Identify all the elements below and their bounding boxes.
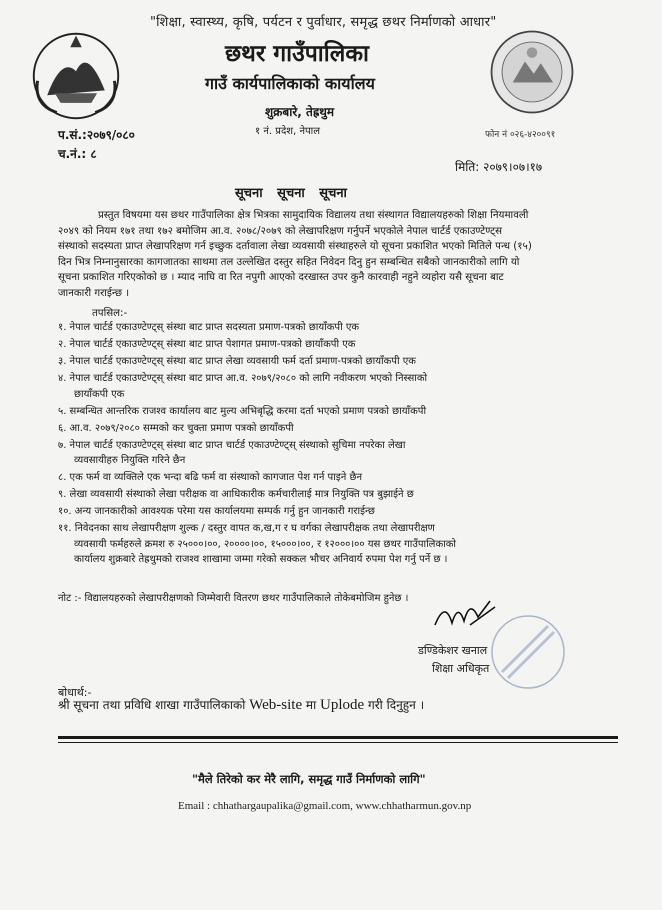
reference-number: प.सं.:२०७९/०८० [58, 128, 135, 142]
list-item [58, 421, 618, 437]
list-item-continuation: व्यवसायीहरु नियुक्ति गरिने छैन [74, 455, 186, 466]
list-item-text: ११. निवेदनका साथ लेखापरीक्षण शुल्क / दस्तुर वापत क,ख,ग र घ वर्गका लेखापरीक्षक तथा लेखापरीक्षण [58, 523, 435, 534]
list-item-text: १. नेपाल चार्टर्ड एकाउण्टेण्ट्स् संस्था बाट प्राप्त सदस्यता प्रमाण-पत्रको छायाँकपी एक [58, 322, 360, 333]
list-item-continuation: कार्यालय शुक्रबारे तेह्रथुमको राजश्व शाखामा जम्मा गरेको सक्कल भौचर अनिवार्य रुपमा पेश गर्नु पर्ने छ । [74, 554, 448, 565]
paragraph-line: २०४९ को नियम १७१ तथा १७२ बमोजिम आ.व. २०७८/२०७९ को लेखापरिक्षण गर्नुपर्ने भएकोले नेपाल चार्टर्ड एकाउण्टेण्ट्स [58, 225, 503, 237]
list-item-text: ९. लेखा व्यवसायी संस्थाको लेखा परीक्षक वा आधिकारीक कर्मचारीलाई मात्र नियुक्ति पत्र बुझाईने छ [58, 489, 414, 500]
paragraph-line: सूचना प्रकाशित गरिएकोको छ । म्याद नाघि वा रित नपुगी आएको दरखास्त उपर कुनै कारवाही नहुने व्यहोरा यसै सूचना बाट [58, 272, 504, 283]
list-item [58, 354, 618, 370]
notice-paragraph [58, 208, 598, 301]
paragraph-line: दिन भित्र निम्नानुसारका कागजातका साथमा तल उल्लेखित दस्तुर सहित निवेदन दिनु हुन सम्बन्धित सबैको जानकारीको लागि यो [58, 256, 520, 268]
cc-text-mid: मा [302, 698, 321, 712]
office-name: छथर गाउँपालिका [225, 41, 369, 67]
office-stamp-icon [488, 612, 568, 692]
cc-text-post: गरी दिनुहुन । [364, 698, 425, 712]
office-subtitle: गाउँ कार्यपालिकाको कार्यालय [205, 74, 375, 93]
footer-divider [58, 736, 618, 739]
paragraph-line: संस्थाको सदस्यता प्राप्त लेखापरिक्षण गर्न इच्छुक दर्तावाला लेखा व्यवसायी संस्थाहरुले यो सूचना प्रकाशित भएको मितिले पन्ध (१५) [58, 241, 532, 252]
list-item [58, 487, 618, 503]
list-item [58, 404, 618, 420]
list-item-text: ३. नेपाल चार्टर्ड एकाउण्टेण्ट्स् संस्था बाट प्राप्त लेखा व्यवसायी फर्म दर्ता प्रमाण-पत्रको छायाँकपी एक [58, 356, 416, 367]
list-item [58, 438, 618, 469]
list-item-continuation: छायाँकपी एक [74, 388, 125, 400]
cc-uplode: Uplode [320, 697, 365, 713]
list-item [58, 320, 618, 336]
notice-date: मिति: २०७९।०७।१७ [455, 160, 543, 174]
notice-headline: सूचना सूचना सूचना [235, 186, 347, 201]
list-item [58, 371, 618, 402]
list-item-text: २. नेपाल चार्टर्ड एकाउण्टेण्ट्स् संस्था बाट प्राप्त पेशागत प्रमाण-पत्रको छायाँकपी एक [58, 339, 356, 350]
signatory-name: डण्डिकेशर खनाल [418, 644, 488, 657]
notice-note: नोट :- विद्यालयहरुको लेखापरीक्षणको जिम्मेवारी वितरण छथर गाउँपालिकाले तोकेबमोजिम हुनेछ । [58, 593, 409, 604]
list-item-text: ५. सम्बन्धित आन्तरिक राजश्व कार्यालय बाट मुल्य अभिबृद्धि करमा दर्ता भएको प्रमाण पत्रको छायाँकपी [58, 405, 427, 417]
list-item-text: ४. नेपाल चार्टर्ड एकाउण्टेण्ट्स् संस्था बाट प्राप्त आ.व. २०७९/२०८० को लागि नवीकरण भएको निस्साको [58, 373, 428, 384]
dispatch-number: च.नं.: ८ [58, 147, 97, 161]
list-item-text: १०. अन्य जानकारीको आवश्यक परेमा यस कार्यालयमा सम्पर्क गर्नु हुन जानकारी गराईन्छ [58, 506, 375, 517]
list-item-continuation: व्यवसायी फर्महरुले क्रमश रु २५०००।००, २००००।००, १५०००।००, र १२०००।०० यस छथर गाउँपालिकाको [74, 538, 457, 550]
office-phone: फोन नं ०२६-४२००९१ [485, 130, 556, 140]
footer-divider-thin [58, 742, 618, 743]
signatory-title: शिक्षा अधिकृत [432, 662, 490, 675]
header-slogan: "शिक्षा, स्वास्थ्य, कृषि, पर्यटन र पुर्वाधार, समृद्ध छथर निर्माणको आधार" [150, 15, 497, 30]
paragraph-line: प्रस्तुत विषयमा यस छथर गाउँपालिका क्षेत्र भित्रका सामुदायिक विद्यालय तथा संस्थागत विद्यालयहरुको शिक्षा नियमावली [98, 210, 529, 221]
footer-slogan: "मैले तिरेको कर मेरै लागि, समृद्ध गाउँ निर्माणको लागि" [192, 772, 426, 786]
footer-contact: Email : chhathargaupalika@gmail.com, www.chhatharmun.gov.np [178, 800, 472, 812]
office-province: १ नं. प्रदेश, नेपाल [255, 126, 321, 137]
list-lead: तपसिल:- [92, 308, 128, 319]
nepal-emblem-icon [28, 28, 124, 124]
list-item-text: ६. आ.व. २०७९/२०८० सम्मको कर चुक्ता प्रमाण पत्रको छायाँकपी [58, 422, 294, 434]
list-item-text: ८. एक फर्म वा व्यक्तिले एक भन्दा बढि फर्म वा संस्थाको कागजात पेश गर्न पाइने छैन [58, 472, 363, 483]
municipality-seal-icon [488, 28, 576, 116]
paragraph-line: जानकारी गराईन्छ । [58, 287, 130, 299]
list-item [58, 504, 618, 520]
list-item [58, 470, 618, 486]
cc-web: Web-site [249, 697, 303, 713]
office-location: शुक्रबारे, तेह्रथुम [265, 105, 335, 119]
cc-label: बोधार्थ:- [58, 686, 92, 699]
requirements-list [58, 320, 618, 569]
list-item [58, 521, 618, 568]
list-item [58, 337, 618, 353]
cc-text [58, 696, 424, 714]
cc-text-pre: श्री सूचना तथा प्रविधि शाखा गाउँपालिकाको [58, 698, 250, 712]
list-item-text: ७. नेपाल चार्टर्ड एकाउण्टेण्ट्स् संस्था बाट प्राप्त चार्टर्ड एकाउण्टेण्ट्स् संस्थाको सुचिमा नपरेका लेखा [58, 439, 406, 451]
